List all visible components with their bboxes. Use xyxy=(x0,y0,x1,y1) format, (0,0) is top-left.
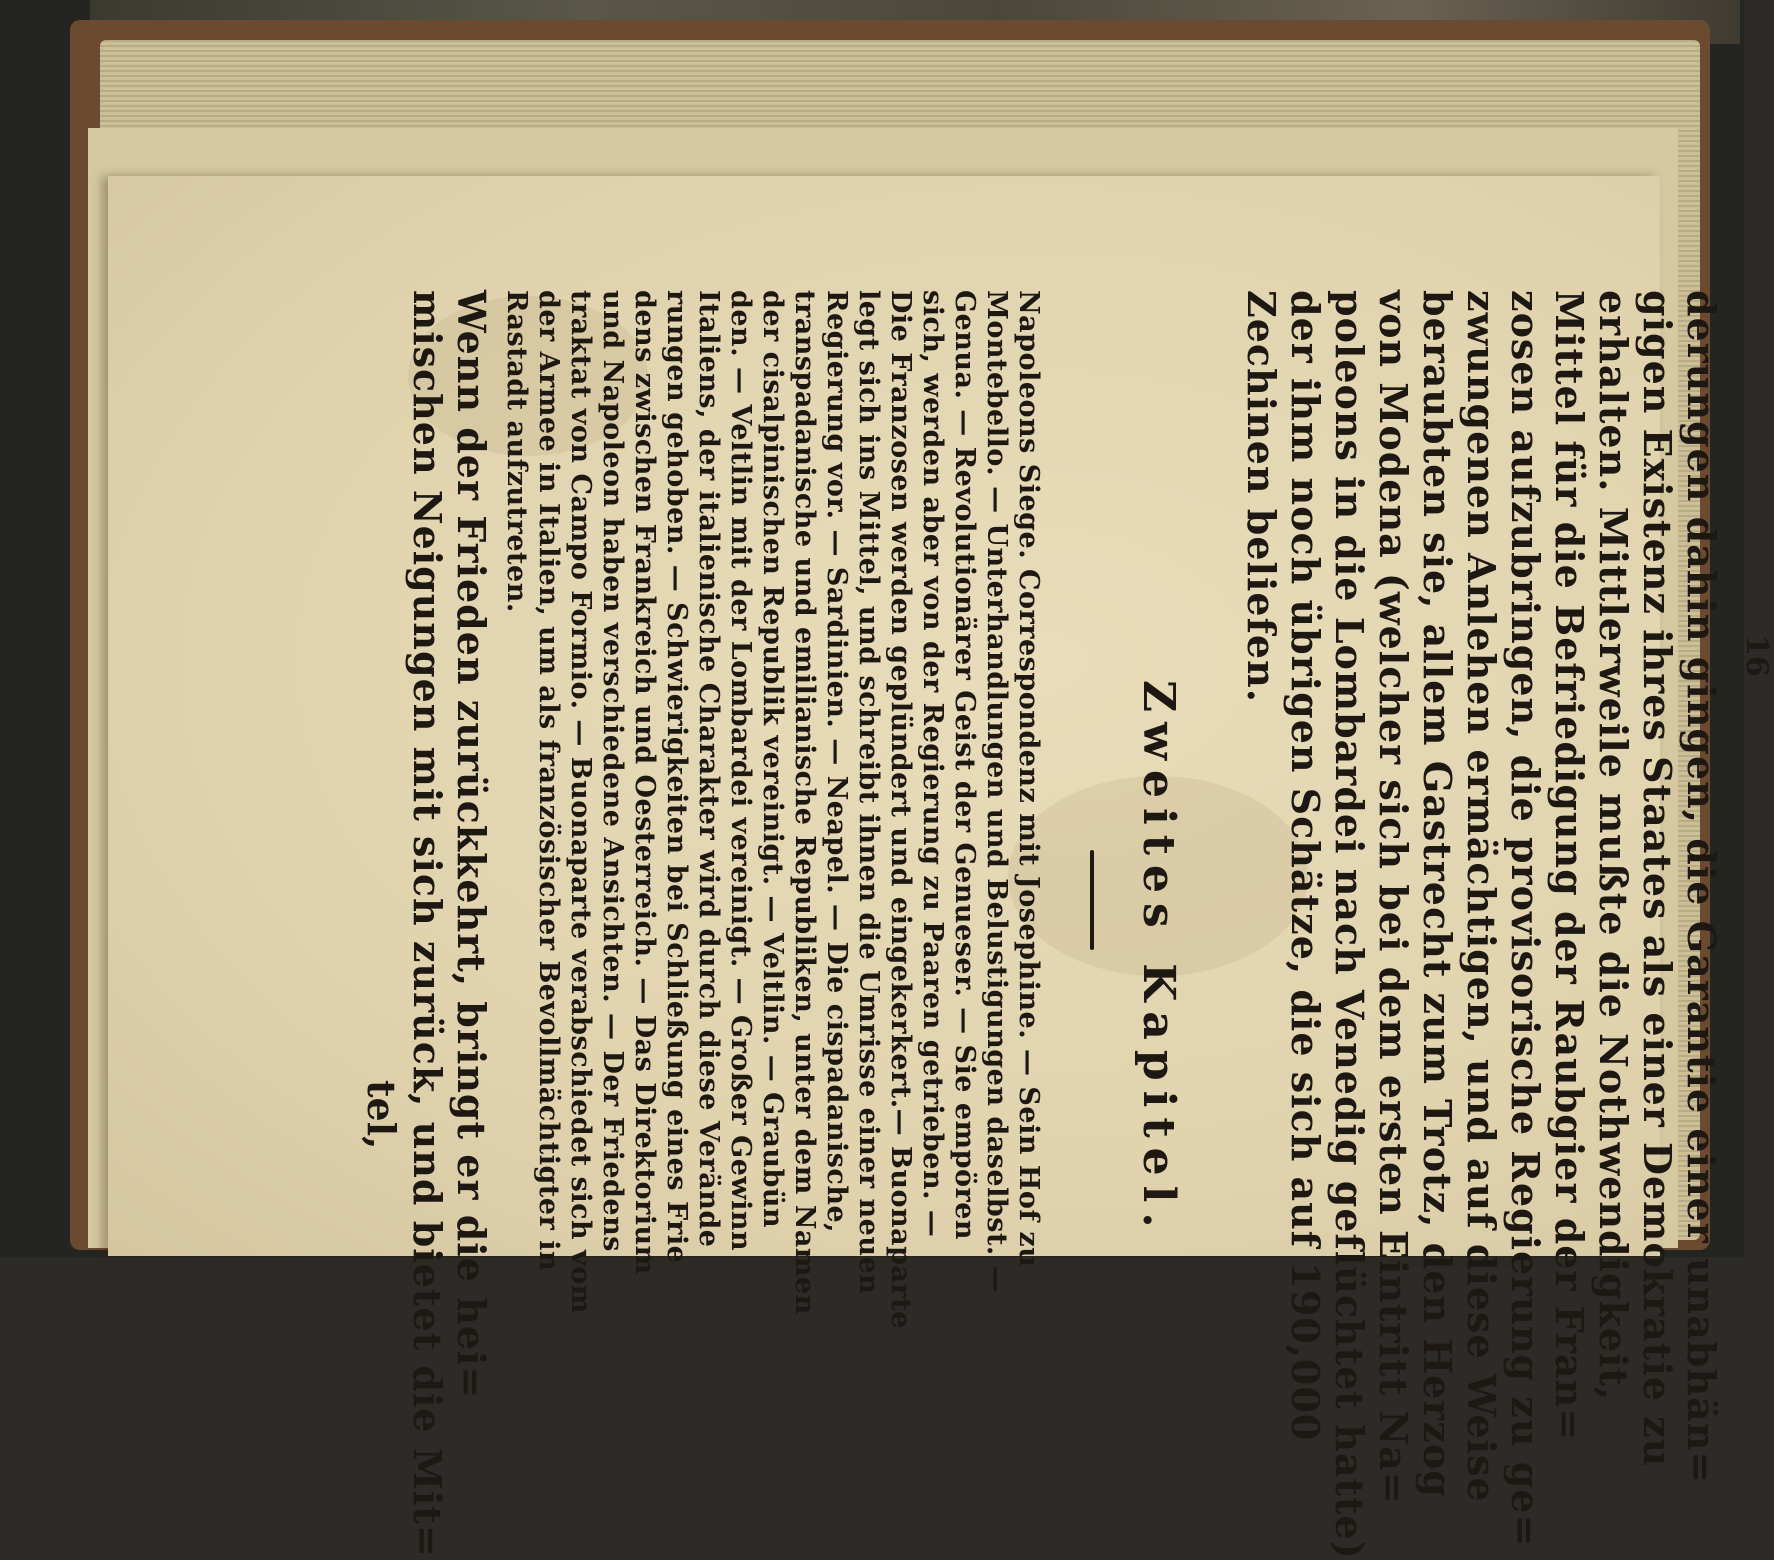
body-line: Mittel für die Befriedigung der Raubgier der Fran= xyxy=(1547,290,1592,1442)
closing-line: Wenn der Frieden zurückkehrt, bringt er die hei= xyxy=(449,290,494,1400)
rotated-text-block xyxy=(334,290,1774,1560)
summary-line: Regierung vor. — Sardinien. — Neapel. — Die cispadanische, xyxy=(821,290,852,1234)
summary-line: Die Franzosen werden geplündert und eingekerkert.— Buonaparte xyxy=(885,290,916,1329)
body-line: erhalten. Mittlerweile mußte die Nothwendigkeit, xyxy=(1591,290,1636,1402)
body-line: gigen Existenz ihres Staates als einer Demokratie zu xyxy=(1635,290,1680,1468)
summary-line: der Armee in Italien, um als französischer Bevollmächtigter in xyxy=(533,290,564,1272)
body-line: beraubten sie, allem Gastrecht zum Trotz, den Herzog xyxy=(1415,290,1460,1498)
body-line: poleons in die Lombardei nach Venedig geflüchtet hatte) xyxy=(1327,290,1372,1560)
page-number: 16 xyxy=(1739,635,1774,677)
body-line: Zechinen beliefen. xyxy=(1239,290,1284,703)
summary-line: Napoleons Siege. Correspondenz mit Josephine. — Sein Hof zu xyxy=(1013,290,1044,1268)
summary-line: legt sich ins Mittel, und schreibt ihnen die Umrisse einer neuen xyxy=(853,290,884,1295)
summary-line: den. — Veltlin mit der Lombardei vereinigt. — Großer Gewinn xyxy=(725,290,756,1252)
body-line: der ihm noch übrigen Schätze, die sich auf 190,000 xyxy=(1283,290,1328,1442)
summary-line: der cisalpinischen Republik vereinigt. — Veltlin. — Graubün xyxy=(757,290,788,1229)
body-line: von Modena (welcher sich bei dem ersten Eintritt Na= xyxy=(1371,290,1416,1505)
summary-line: traktat von Campo Formio. — Buonaparte verabschiedet sich vom xyxy=(565,290,596,1314)
summary-line: rungen gehoben. — Schwierigkeiten bei Schließung eines Frie xyxy=(661,290,692,1264)
body-line: zosen aufzubringen, die provisorische Regierung zu ge= xyxy=(1503,290,1548,1548)
body-line: zwungenen Anlehen ermächtigen, und auf diese Weise xyxy=(1459,290,1504,1503)
closing-line: mischen Neigungen mit sich zurück, und bietet die Mit= xyxy=(405,290,450,1558)
catchword: tel, xyxy=(359,1080,404,1150)
summary-line: Montebello. — Unterhandlungen und Belustigungen daselbst. — xyxy=(981,290,1012,1294)
summary-line: transpadanische und emilianische Republiken, unter dem Namen xyxy=(789,290,820,1315)
summary-line: Rastadt aufzutreten. xyxy=(501,290,532,613)
summary-line: dens zwischen Frankreich und Oesterreich. — Das Direktorium xyxy=(629,290,660,1275)
chapter-heading: Zweites Kapitel. xyxy=(1133,680,1184,1238)
heading-rule xyxy=(1090,850,1094,950)
summary-line: Genua. — Revolutionärer Geist der Genueser. — Sie empören xyxy=(949,290,980,1241)
summary-line: und Napoleon haben verschiedene Ansichten. — Der Friedens xyxy=(597,290,628,1252)
summary-line: Italiens, der italienische Charakter wird durch diese Verände xyxy=(693,290,724,1248)
body-line: derungen dahin gingen, die Garantie einer unabhän= xyxy=(1679,290,1724,1485)
summary-line: sich, werden aber von der Regierung zu Paaren getrieben. — xyxy=(917,290,948,1238)
